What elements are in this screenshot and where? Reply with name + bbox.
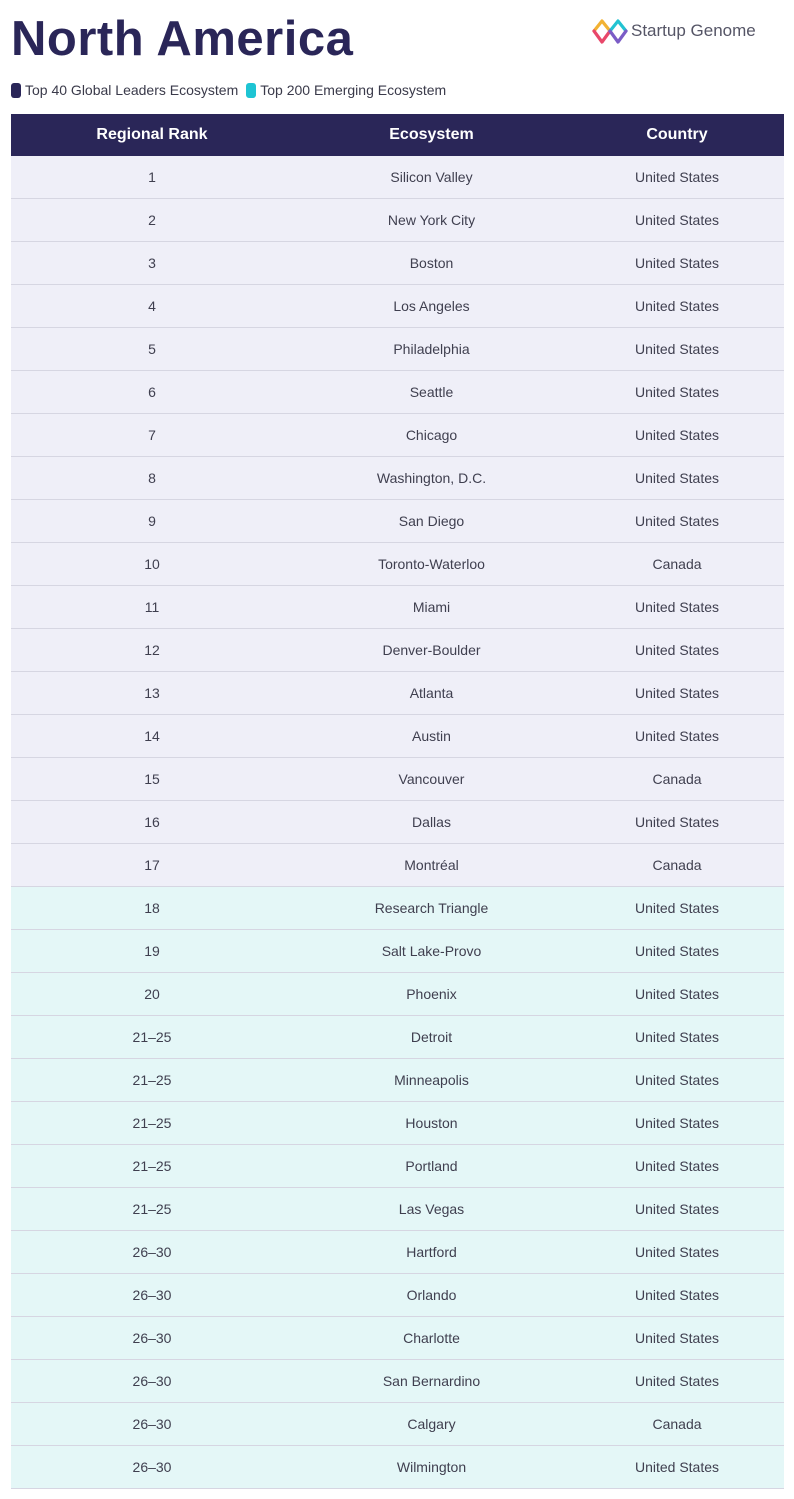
country-cell: United States — [634, 1459, 720, 1475]
ecosystem-cell: Houston — [405, 1115, 458, 1131]
rank-cell: 26–30 — [132, 1244, 172, 1260]
table-row — [11, 500, 784, 543]
ecosystem-cell: Denver-Boulder — [382, 642, 481, 658]
country-cell: Canada — [652, 771, 702, 787]
rank-cell: 2 — [148, 212, 156, 228]
table-row — [11, 1360, 784, 1403]
column-header-rank: Regional Rank — [96, 126, 208, 143]
ecosystem-cell: Orlando — [406, 1287, 457, 1303]
country-cell: United States — [634, 642, 720, 658]
ecosystem-cell: Vancouver — [398, 771, 465, 787]
table-row — [11, 629, 784, 672]
ecosystem-cell: Boston — [409, 255, 454, 271]
country-cell: United States — [634, 1373, 720, 1389]
table-row — [11, 242, 784, 285]
country-cell: United States — [634, 1115, 720, 1131]
country-cell: United States — [634, 1330, 720, 1346]
table-row — [11, 1274, 784, 1317]
country-cell: United States — [634, 900, 720, 916]
country-cell: Canada — [652, 1416, 702, 1432]
rank-cell: 3 — [148, 255, 156, 271]
table-row — [11, 1016, 784, 1059]
table-row — [11, 715, 784, 758]
ecosystem-cell: Hartford — [406, 1244, 457, 1260]
table-row — [11, 801, 784, 844]
rank-cell: 16 — [144, 814, 160, 830]
country-cell: United States — [634, 255, 720, 271]
rank-cell: 8 — [148, 470, 156, 486]
ecosystem-cell: Portland — [405, 1158, 458, 1174]
country-cell: United States — [634, 814, 720, 830]
rank-cell: 21–25 — [132, 1201, 172, 1217]
ecosystem-cell: Las Vegas — [398, 1201, 465, 1217]
column-header-ecosystem: Ecosystem — [389, 126, 474, 143]
table-row — [11, 285, 784, 328]
rank-cell: 26–30 — [132, 1416, 172, 1432]
ecosystem-cell: Silicon Valley — [390, 169, 473, 185]
table-row — [11, 457, 784, 500]
legend — [11, 81, 454, 99]
rank-cell: 7 — [148, 427, 156, 443]
country-cell: United States — [634, 599, 720, 615]
table-row — [11, 199, 784, 242]
country-cell: United States — [634, 728, 720, 744]
rank-cell: 21–25 — [132, 1115, 172, 1131]
country-cell: United States — [634, 384, 720, 400]
ecosystem-cell: Salt Lake-Provo — [381, 943, 482, 959]
legend-label-emerging: Top 200 Emerging Ecosystem — [260, 82, 447, 98]
rank-cell: 21–25 — [132, 1072, 172, 1088]
ecosystem-cell: Seattle — [409, 384, 454, 400]
table-row — [11, 672, 784, 715]
country-cell: United States — [634, 1201, 720, 1217]
ecosystem-cell: Calgary — [407, 1416, 456, 1432]
rank-cell: 6 — [148, 384, 156, 400]
table-row — [11, 887, 784, 930]
country-cell: United States — [634, 1287, 720, 1303]
rank-cell: 1 — [148, 169, 156, 185]
table-row — [11, 586, 784, 629]
country-cell: Canada — [652, 556, 702, 572]
ecosystem-cell: Los Angeles — [393, 298, 470, 314]
legend-item-leaders — [11, 82, 238, 98]
country-cell: United States — [634, 513, 720, 529]
rank-cell: 4 — [148, 298, 156, 314]
country-cell: United States — [634, 1158, 720, 1174]
ecosystem-cell: San Bernardino — [382, 1373, 481, 1389]
rank-cell: 9 — [148, 513, 156, 529]
rank-cell: 21–25 — [132, 1029, 172, 1045]
ecosystem-cell: Wilmington — [396, 1459, 467, 1475]
legend-item-emerging — [246, 82, 446, 98]
country-cell: United States — [634, 685, 720, 701]
rank-cell: 14 — [144, 728, 160, 744]
column-header-country: Country — [646, 126, 708, 143]
rank-cell: 21–25 — [132, 1158, 172, 1174]
page-title: North America — [11, 12, 354, 66]
rank-cell: 17 — [144, 857, 160, 873]
country-cell: United States — [634, 986, 720, 1002]
table-row — [11, 1102, 784, 1145]
table-row — [11, 930, 784, 973]
table-row — [11, 1446, 784, 1489]
legend-swatch-emerging — [246, 83, 256, 98]
ecosystem-cell: Miami — [412, 599, 451, 615]
table-body — [11, 156, 784, 1489]
rank-cell: 11 — [144, 599, 160, 615]
table-row — [11, 1403, 784, 1446]
country-cell: United States — [634, 341, 720, 357]
rank-cell: 18 — [144, 900, 160, 916]
ecosystem-cell: Charlotte — [403, 1330, 460, 1346]
rank-cell: 15 — [144, 771, 160, 787]
country-cell: United States — [634, 427, 720, 443]
ecosystem-cell: San Diego — [398, 513, 465, 529]
rank-cell: 13 — [144, 685, 160, 701]
country-cell: United States — [634, 470, 720, 486]
brand-name: Startup Genome — [631, 21, 756, 40]
ecosystem-cell: Washington, D.C. — [376, 470, 487, 486]
country-cell: United States — [634, 1244, 720, 1260]
legend-label-leaders: Top 40 Global Leaders Ecosystem — [25, 82, 239, 98]
ecosystem-cell: Chicago — [405, 427, 458, 443]
table-row — [11, 328, 784, 371]
table-row — [11, 758, 784, 801]
brand-logo — [592, 14, 756, 48]
rank-cell: 19 — [144, 943, 160, 959]
country-cell: United States — [634, 1072, 720, 1088]
rank-cell: 10 — [144, 556, 160, 572]
table-row — [11, 1317, 784, 1360]
ecosystem-cell: Atlanta — [409, 685, 454, 701]
table-row — [11, 371, 784, 414]
table-header — [11, 114, 784, 156]
rank-cell: 26–30 — [132, 1330, 172, 1346]
country-cell: United States — [634, 169, 720, 185]
rank-cell: 5 — [148, 341, 156, 357]
ecosystem-cell: New York City — [387, 212, 476, 228]
ecosystem-cell: Dallas — [412, 814, 451, 830]
country-cell: United States — [634, 1029, 720, 1045]
rank-cell: 26–30 — [132, 1287, 172, 1303]
startup-genome-logo-icon — [592, 15, 628, 47]
ecosystem-cell: Austin — [412, 728, 451, 744]
legend-swatch-leaders — [11, 83, 21, 98]
table-row — [11, 844, 784, 887]
table-row — [11, 156, 784, 199]
table-row — [11, 1188, 784, 1231]
rank-cell: 12 — [144, 642, 160, 658]
ecosystem-cell: Phoenix — [406, 986, 457, 1002]
rank-cell: 26–30 — [132, 1373, 172, 1389]
country-cell: United States — [634, 212, 720, 228]
table-row — [11, 543, 784, 586]
table-row — [11, 1231, 784, 1274]
table-row — [11, 973, 784, 1016]
ranking-table — [11, 114, 784, 1489]
ecosystem-cell: Philadelphia — [393, 341, 470, 357]
country-cell: Canada — [652, 857, 702, 873]
table-row — [11, 1059, 784, 1102]
country-cell: United States — [634, 943, 720, 959]
rank-cell: 26–30 — [132, 1459, 172, 1475]
ecosystem-cell: Montréal — [404, 857, 459, 873]
ecosystem-cell: Detroit — [410, 1029, 453, 1045]
rank-cell: 20 — [144, 986, 160, 1002]
ecosystem-cell: Research Triangle — [374, 900, 489, 916]
ecosystem-cell: Minneapolis — [394, 1072, 469, 1088]
table-row — [11, 1145, 784, 1188]
ecosystem-cell: Toronto-Waterloo — [378, 556, 485, 572]
table-row — [11, 414, 784, 457]
country-cell: United States — [634, 298, 720, 314]
